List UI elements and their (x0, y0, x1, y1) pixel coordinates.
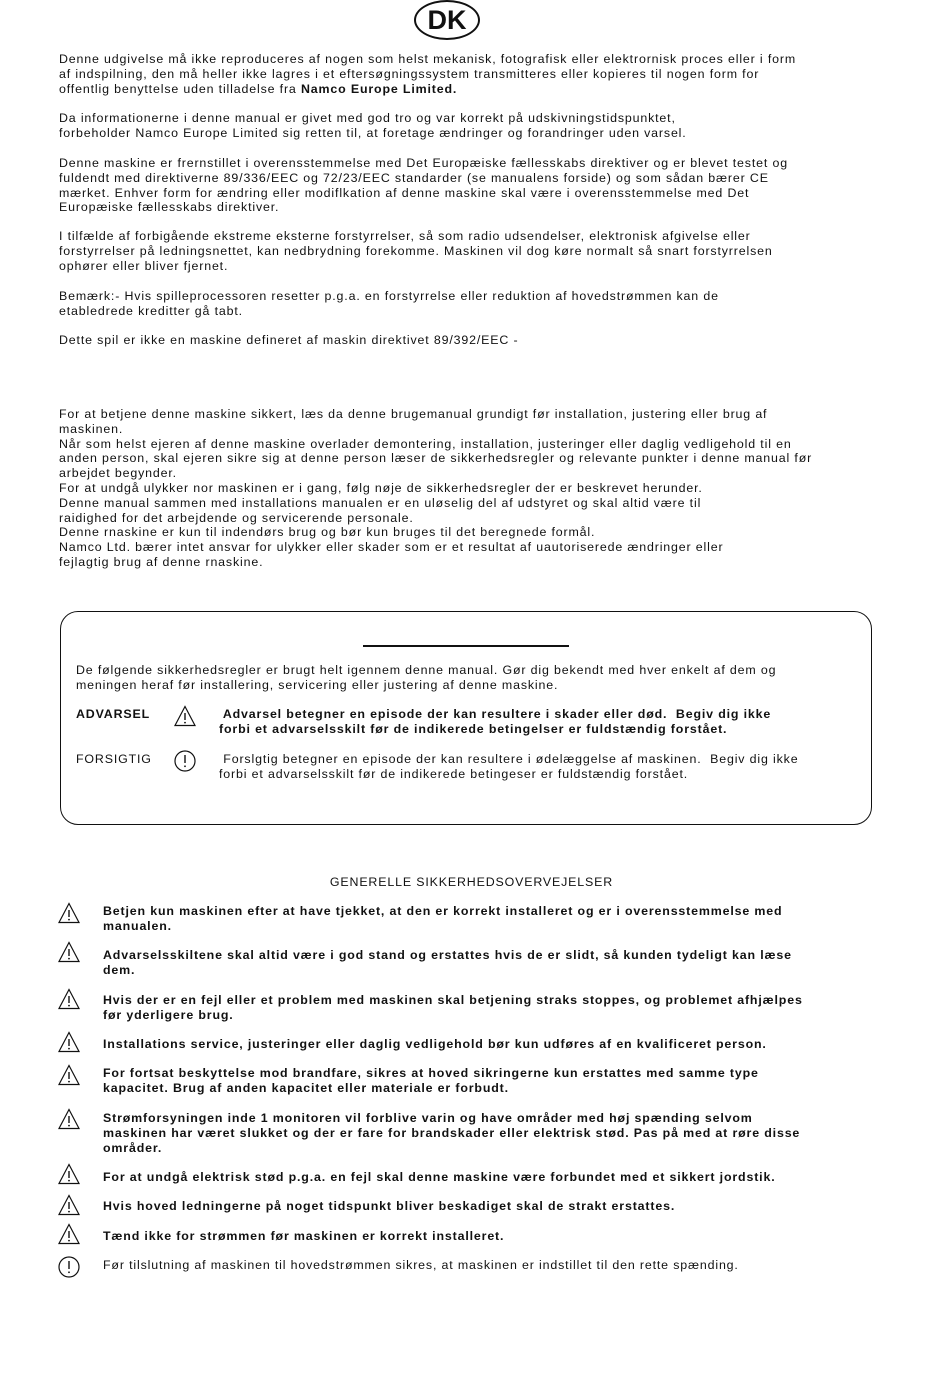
text-line: af indspilning, den må heller ikke lagres i et eftersøgningssystem transmitteres eller kopieres til nogen form for (59, 66, 760, 81)
text-line: manualen. (103, 918, 172, 933)
ce-compliance-paragraph (59, 156, 899, 215)
caution-term: FORSIGTIG (76, 752, 152, 766)
usage-instructions (59, 407, 939, 570)
text-line: forbeholder Namco Europe Limited sig retten til, at foretage ændringer og forandringer uden varsel. (59, 125, 687, 140)
text-line: fuldendt med direktiverne 89/336/EEC og 72/23/EEC standarder (se manualens forside) og som sådan bærer CE (59, 170, 769, 185)
company-name: Namco Europe Limited. (300, 81, 458, 96)
text-line: Bemærk:- Hvis spilleprocessoren resetter p.g.a. en forstyrrelse eller reduktion af hovedstrømmen kan de (59, 289, 719, 303)
caution-definition (219, 752, 869, 782)
note-paragraph (59, 289, 899, 319)
safety-item (103, 1111, 893, 1155)
safety-item (103, 1037, 893, 1052)
warning-term: ADVARSEL (76, 707, 151, 721)
text-line: Før tilslutning af maskinen til hovedstrømmen sikres, at maskinen er indstillet til den rette spænding. (103, 1258, 739, 1272)
text-line: maskinen. (59, 421, 124, 436)
section-title: GENERELLE SIKKERHEDSOVERVEJELSER (329, 875, 614, 889)
safety-item (103, 1170, 893, 1185)
text-line: Tænd ikke for strømmen før maskinen er korrekt installeret. (103, 1229, 505, 1243)
text-line: Denne maskine er frernstillet i overensstemmelse med Det Europæiske fællesskabs direktiver og er blevet testet og (59, 156, 788, 170)
warning-triangle-icon (58, 941, 80, 963)
text-line: ophører eller bliver fjernet. (59, 258, 229, 273)
text-line: Denne manual sammen med installations manualen er en uløselig del af udstyret og skal altid være til (59, 495, 702, 510)
text-line: Advarselsskiltene skal altid være i god stand og erstattes hvis de er slidt, så kunden tydeligt kan læse (103, 948, 792, 962)
text-line: områder. (103, 1140, 163, 1155)
text-line: Europæiske fællesskabs direktiver. (59, 200, 280, 215)
safety-item (103, 1199, 893, 1214)
warning-triangle-icon (58, 1064, 80, 1086)
warning-triangle-icon (58, 1194, 80, 1216)
text-line: I tilfælde af forbigående ekstreme eksterne forstyrrelser, så som radio udsendelser, elektronisk afgivelse eller (59, 229, 751, 243)
text-line: etabledrede kreditter gå tabt. (59, 303, 243, 318)
text-line: For at betjene denne maskine sikkert, læs da denne brugemanual grundigt før installation, justering eller brug af (59, 407, 768, 421)
text-line: maskinen har været slukket og der er fare for brandskader eller elektrisk stød. Pas på med at røre disse (103, 1125, 801, 1140)
safety-item (103, 948, 893, 978)
text-line: Installations service, justeringer eller daglig vedligehold bør kun udføres af en kvalificeret person. (103, 1037, 767, 1051)
text-line: mærket. Enhver form for ændring eller modiflkation af denne maskine skal være i overensstemmelse med Det (59, 185, 750, 200)
text-line: raidighed for det arbejdende og servicerende personale. (59, 510, 414, 525)
text-line: For at undgå elektrisk stød p.g.a. en fejl skal denne maskine være forbundet med et sikkert jordstik. (103, 1170, 776, 1184)
text-line: forbi et advarselsskilt før de indikerede betingelser er fuldstændig forstået. (219, 721, 728, 736)
text-line: Da informationerne i denne manual er givet med god tro og var korrekt på udskivningstidspunktet, (59, 111, 676, 125)
text-line: Forslgtig betegner en episode der kan resultere i ødelæggelse af maskinen. Begiv dig ikke (219, 752, 799, 766)
definitions-intro (76, 663, 866, 693)
text-line: før yderligere brug. (103, 1007, 234, 1022)
text-line: For at undgå ulykker nor maskinen er i gang, følg nøje de sikkerhedsregler der er beskrevet herunder. (59, 480, 703, 495)
text-line: Betjen kun maskinen efter at have tjekket, at den er korrekt installeret og er i overensstemmelse med (103, 904, 783, 918)
text-line: kapacitet. Brug af anden kapacitet eller materiale er forbudt. (103, 1080, 509, 1095)
text-line: Denne rnaskine er kun til indendørs brug og bør kun bruges til det beregnede formål. (59, 525, 596, 540)
safety-item (103, 1258, 893, 1273)
text-line: dem. (103, 962, 136, 977)
warning-triangle-icon (58, 902, 80, 924)
text-line: arbejdet begynder. (59, 466, 177, 481)
text-line: Hvis der er en fejl eller et problem med maskinen skal betjening straks stoppes, og problemet afhjælpes (103, 993, 803, 1007)
text-line: Hvis hoved ledningerne på noget tidspunkt bliver beskadiget skal de strakt erstattes. (103, 1199, 676, 1213)
safety-item (103, 1229, 893, 1244)
text-line: For fortsat beskyttelse mod brandfare, sikres at hoved sikringerne kun erstattes med samme type (103, 1066, 759, 1080)
text-line: De følgende sikkerhedsregler er brugt helt igennem denne manual. Gør dig bekendt med hver enkelt af dem og (76, 663, 777, 677)
text-line: forbi et advarselsskilt før de indikerede betingeser er fuldstændig forstået. (219, 766, 689, 781)
interference-paragraph (59, 229, 899, 273)
safety-item (103, 993, 893, 1023)
country-badge: DK (414, 0, 480, 40)
warning-triangle-icon (58, 1163, 80, 1185)
heading-rule (363, 645, 569, 647)
copyright-paragraph (59, 52, 899, 96)
safety-item (103, 904, 893, 934)
caution-circle-icon (58, 1256, 80, 1278)
text-line: Namco Ltd. bærer intet ansvar for ulykker eller skader som er et resultat af uautoriserede ændringer eller (59, 540, 724, 555)
text-line: fejlagtig brug af denne rnaskine. (59, 554, 264, 569)
text-line: forstyrrelser på ledningsnettet, kan nedbrydning forekomme. Maskinen vil dog køre normalt så snart forstyrrelsen (59, 243, 773, 258)
warning-triangle-icon (58, 1031, 80, 1053)
text-line: Dette spil er ikke en maskine defineret af maskin direktivet 89/392/EEC - (59, 333, 519, 347)
disclaimer-paragraph (59, 111, 899, 141)
warning-triangle-icon (58, 1108, 80, 1130)
warning-triangle-icon (58, 1223, 80, 1245)
text-line: Denne udgivelse må ikke reproduceres af nogen som helst mekanisk, fotografisk eller elektrornisk proces eller i form (59, 52, 797, 66)
caution-circle-icon (174, 750, 196, 772)
text-line: Advarsel betegner en episode der kan resultere i skader eller død. Begiv dig ikke (219, 707, 772, 721)
text-line: offentlig benyttelse uden tilladelse fra Namco Europe Limited. (59, 81, 458, 96)
warning-triangle-icon (174, 705, 196, 727)
text-line: anden person, skal ejeren sikre sig at denne person læser de sikkerhedsregler og relevante punkter i denne manual før (59, 451, 813, 466)
text-line: Når som helst ejeren af denne maskine overlader demontering, installation, justeringer eller daglig vedligehold til en (59, 436, 792, 451)
warning-triangle-icon (58, 988, 80, 1010)
safety-item (103, 1066, 893, 1096)
warning-definition (219, 707, 869, 737)
text-line: Strømforsyningen inde 1 monitoren vil forblive varin og have områder med høj spænding selvom (103, 1111, 753, 1125)
directive-paragraph (59, 333, 899, 348)
text-line: meningen heraf før installering, servicering eller justering af denne maskine. (76, 677, 559, 692)
